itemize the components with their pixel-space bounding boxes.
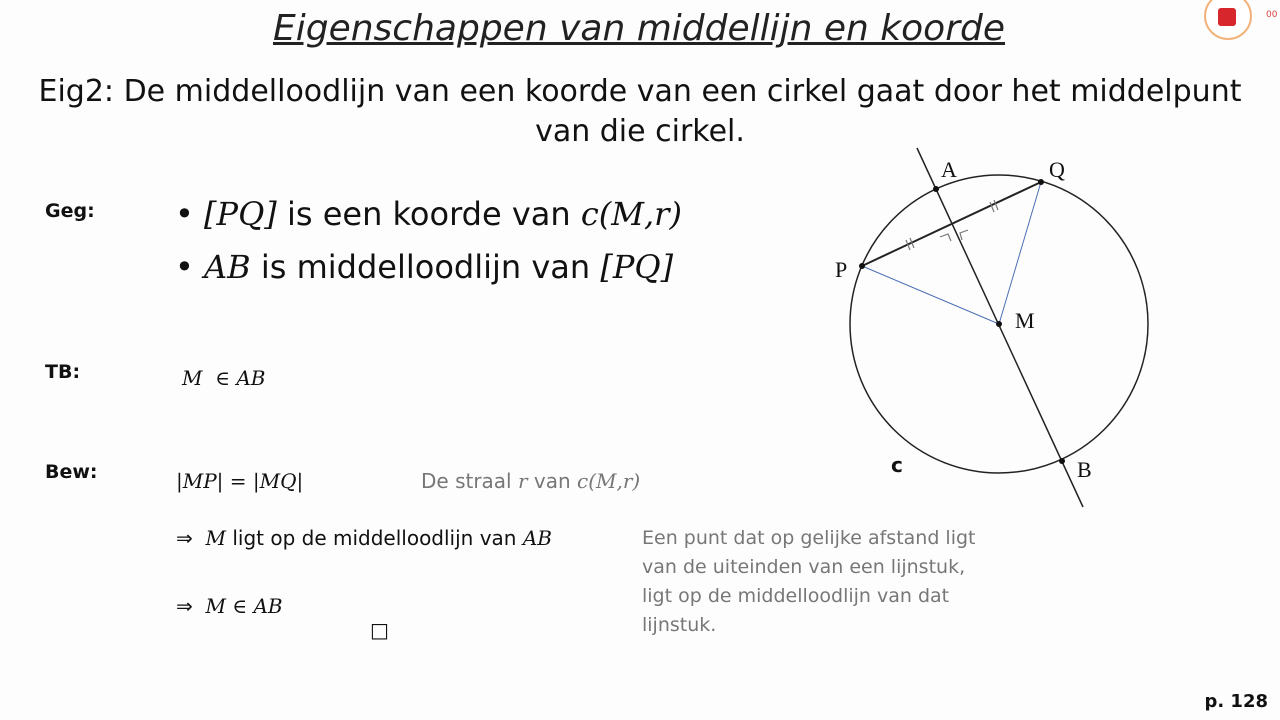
math: c(M,r) [577,469,641,493]
label-b: B [1077,457,1092,482]
slide-title: Eigenschappen van middellijn en koorde [272,8,1006,49]
math: AB [204,248,251,286]
page-number: p. 128 [1204,691,1268,712]
qed-symbol: □ [370,618,389,642]
given-item-2: • AB is middelloodlijn van [PQ] [175,248,674,286]
bew-label: Bew: [45,461,98,483]
recorder-timer: 00 [1266,10,1278,20]
radius-mq [999,182,1041,324]
label-q: Q [1049,157,1065,182]
math: [PQ] [600,248,674,286]
arrow: ⇒ [176,526,193,550]
math: M ∈ AB [205,594,283,618]
geg-label: Geg: [45,200,95,222]
to-prove: M ∈ AB [182,366,266,390]
text: van [527,469,578,493]
proof-step-1: |MP| = |MQ| [176,469,304,493]
math: c(M,r) [580,195,682,233]
text: ligt op de middelloodlijn van [225,526,523,550]
label-p: P [835,257,848,282]
arrow: ⇒ [176,594,193,618]
text: is een koorde van [276,195,581,233]
label-a: A [941,157,957,182]
radius-mp [862,266,999,324]
text: is middelloodlijn van [250,248,601,286]
text: De straal [421,469,518,493]
label-m: M [1015,308,1035,333]
stop-icon [1218,8,1236,26]
math: M [205,526,226,550]
math: [PQ] [204,195,277,233]
math: AB [522,526,552,550]
given-item-1: • [PQ] is een koorde van c(M,r) [175,195,682,233]
label-c: c [891,453,903,477]
math: r [517,469,528,493]
reason-2: Een punt dat op gelijke afstand ligt van de uiteinden van een lijnstuk, ligt op de middelloodlijn van dat lijnstuk. [642,527,976,636]
tb-label: TB: [45,361,81,383]
property-statement: Eig2: De middelloodlijn van een koorde van een cirkel gaat door het middelpunt van die cirkel. [38,74,1242,149]
